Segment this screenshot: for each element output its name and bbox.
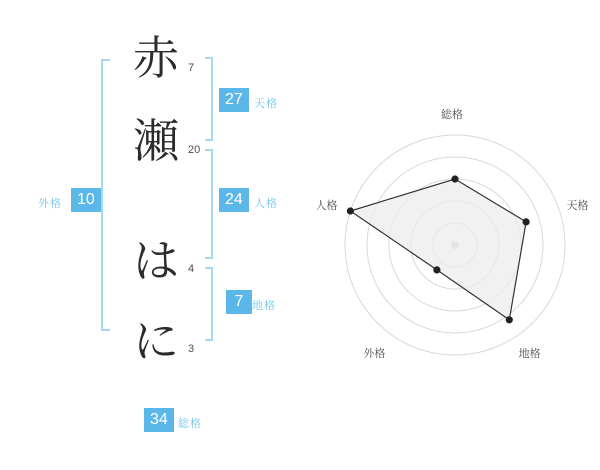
- score-value-gaikaku: 10: [71, 188, 101, 212]
- name-character: は: [133, 234, 179, 288]
- score-label-gaikaku: 外格: [38, 198, 62, 210]
- axis-label-soukaku: 総格: [441, 109, 463, 121]
- axis-label-gaikaku: 外格: [363, 347, 386, 360]
- score-value-soukaku: 34: [144, 408, 174, 432]
- score-value-tenkaku: 27: [219, 88, 249, 112]
- axis-label-tenkaku: 天格: [566, 200, 589, 213]
- score-label-tenkaku: 天格: [254, 98, 278, 110]
- score-value-chikaku: 7: [226, 290, 252, 314]
- score-label-chikaku: 地格: [252, 300, 276, 312]
- radar-chart-svg: [310, 100, 600, 390]
- stroke-count: 20: [188, 144, 201, 156]
- axis-label-chikaku: 地格: [518, 347, 541, 360]
- name-character: に: [133, 314, 179, 368]
- axis-label-jinkaku: 人格: [315, 200, 338, 213]
- stroke-count: 7: [188, 62, 195, 74]
- name-character: 瀬: [133, 114, 179, 168]
- stroke-count: 4: [188, 263, 195, 275]
- score-value-jinkaku: 24: [219, 188, 249, 212]
- score-label-soukaku: 総格: [178, 418, 202, 430]
- score-label-jinkaku: 人格: [254, 198, 278, 210]
- stroke-count: 3: [188, 343, 195, 355]
- name-character: 赤: [133, 31, 179, 85]
- radar-chart: [310, 100, 600, 390]
